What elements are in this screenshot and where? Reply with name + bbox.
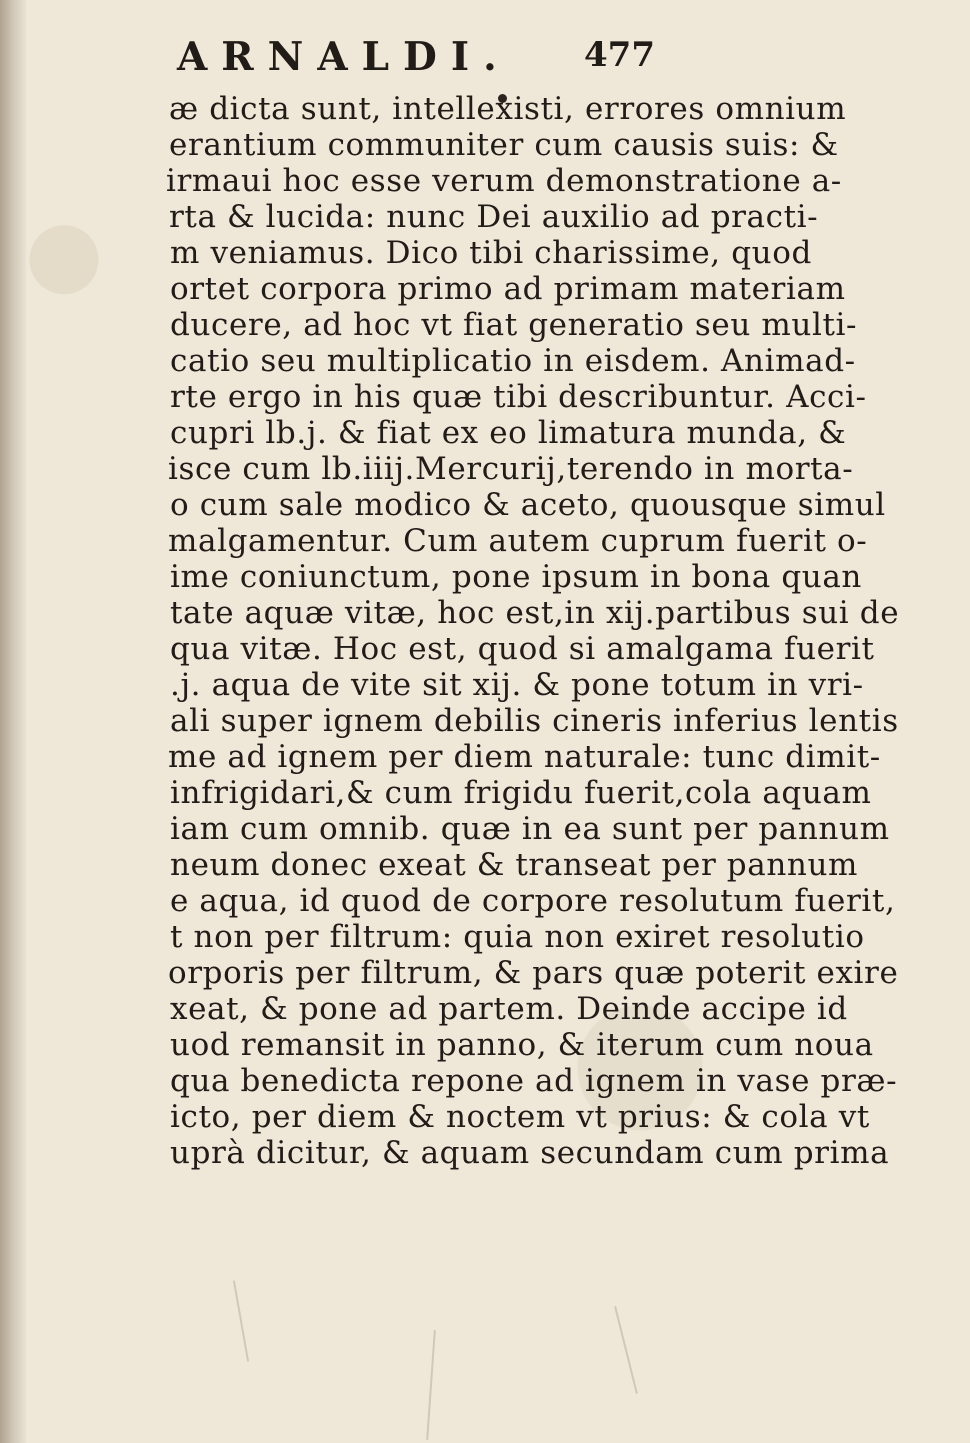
text-line-15: tate aquæ vitæ, hoc est,in xij.partibus sui de [170, 595, 900, 631]
text-line-4: rta & lucida: nunc Dei auxilio ad practi- [169, 199, 819, 235]
text-line-17: .j. aqua de vite sit xij. & pone totum in vri- [170, 667, 864, 703]
bleed-mark [614, 1306, 638, 1394]
text-line-5: m veniamus. Dico tibi charissime, quod [170, 235, 812, 271]
text-line-9: rte ergo in his quæ tibi describuntur. Acci- [170, 379, 867, 415]
text-line-8: catio seu multiplicatio in eisdem. Animad- [170, 343, 856, 379]
text-line-12: o cum sale modico & aceto, quousque simul [170, 487, 886, 523]
text-line-28: qua benedicta repone ad ignem in vase præ- [170, 1063, 898, 1099]
running-title: ARNALDI. [177, 34, 511, 80]
page-header [0, 34, 800, 94]
text-line-29: icto, per diem & noctem vt prius: & cola vt [170, 1099, 870, 1135]
bleed-mark [426, 1330, 436, 1440]
text-line-30: uprà dicitur, & aquam secundam cum prima [170, 1135, 890, 1171]
text-line-11: isce cum lb.iiij.Mercurij,terendo in morta- [168, 451, 854, 487]
text-line-3: irmaui hoc esse verum demonstratione a- [166, 163, 842, 199]
text-line-16: qua vitæ. Hoc est, quod si amalgama fuerit [170, 631, 875, 667]
text-line-2: erantium communiter cum causis suis: & [169, 127, 839, 163]
text-line-19: me ad ignem per diem naturale: tunc dimit- [168, 739, 881, 775]
text-line-20: infrigidari,& cum frigidu fuerit,cola aquam [170, 775, 872, 811]
text-line-22: neum donec exeat & transeat per pannum [170, 847, 859, 883]
text-line-26: xeat, & pone ad partem. Deinde accipe id [170, 991, 848, 1027]
page-number: 477 [584, 35, 655, 75]
text-line-18: ali super ignem debilis cineris inferius lentis [170, 703, 899, 739]
text-line-21: iam cum omnib. quæ in ea sunt per pannum [170, 811, 890, 847]
text-line-13: malgamentur. Cum autem cuprum fuerit o- [168, 523, 868, 559]
paper-bleed-marks [0, 1170, 800, 1430]
text-line-10: cupri lb.j. & fiat ex eo limatura munda, & [170, 415, 847, 451]
text-line-1: æ dicta sunt, intellexisti, errores omnium [169, 91, 847, 127]
text-line-7: ducere, ad hoc vt fiat generatio seu multi- [170, 307, 858, 343]
text-line-14: ime coniunctum, pone ipsum in bona quan [170, 559, 862, 595]
text-line-23: e aqua, id quod de corpore resolutum fuerit, [170, 883, 896, 919]
text-line-25: orporis per filtrum, & pars quæ poterit exire [168, 955, 899, 991]
text-line-6: ortet corpora primo ad primam materiam [170, 271, 846, 307]
latin-text-block [0, 90, 900, 1210]
text-line-24: t non per filtrum: quia non exiret resolutio [170, 919, 865, 955]
text-line-27: uod remansit in panno, & iterum cum noua [170, 1027, 874, 1063]
bleed-mark [233, 1280, 249, 1361]
